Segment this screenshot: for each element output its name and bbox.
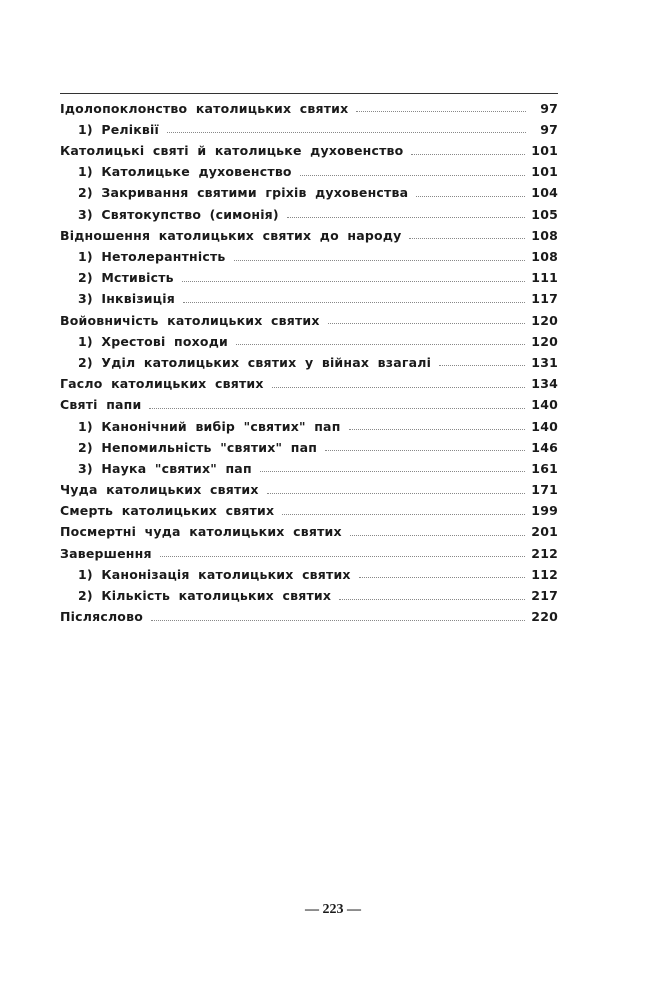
toc-entry-page: 97 (540, 100, 558, 116)
dot-leader (350, 535, 526, 536)
toc-entry (60, 285, 558, 306)
dot-leader (356, 111, 526, 112)
toc-entry-page: 201 (531, 524, 558, 540)
toc-entry (60, 475, 558, 496)
toc-entry-page: 217 (531, 588, 558, 603)
toc-entry-page: 140 (531, 418, 558, 434)
toc-entry-title: Відношення католицьких святих до народу (60, 227, 402, 243)
toc-entry-title: 2) Закривання святими гріхів духовенства (78, 185, 409, 201)
table-of-contents (60, 93, 558, 624)
toc-entry (60, 433, 558, 454)
toc-entry-title: 2) Уділ католицьких святих у війнах взагалі (78, 354, 432, 370)
toc-entry (60, 327, 558, 348)
dot-leader (234, 260, 526, 261)
toc-entry-page: 108 (531, 227, 558, 243)
dot-leader (439, 365, 525, 366)
dot-leader (267, 493, 526, 494)
toc-entry-title: 1) Канонічний вибір "святих" пап (78, 418, 341, 434)
toc-entry-page: 134 (531, 376, 558, 392)
toc-entry-page: 171 (531, 482, 558, 498)
dot-leader (183, 302, 525, 303)
dot-leader (182, 281, 526, 282)
toc-entry (60, 412, 558, 433)
toc-entry-page: 212 (531, 545, 558, 561)
toc-entry-title: Смерть католицьких святих (60, 503, 275, 519)
toc-entry-page: 111 (531, 270, 558, 286)
toc-entry-page: 112 (531, 566, 558, 582)
toc-entry-page: 105 (531, 206, 558, 222)
toc-entry-page: 120 (531, 312, 558, 328)
dot-leader (325, 450, 525, 451)
toc-entry (60, 497, 558, 518)
toc-entry (60, 603, 558, 624)
toc-entry-title: Святі папи (60, 397, 142, 413)
toc-entry-page: 161 (531, 460, 558, 476)
toc-entry (60, 454, 558, 475)
toc-entry-page: 101 (531, 164, 558, 180)
toc-entry-page: 97 (540, 121, 558, 137)
dot-leader (272, 387, 526, 388)
toc-entry-title: Войовничість католицьких святих (60, 312, 320, 328)
dot-leader (160, 556, 526, 557)
toc-entry-title: Ідолопоклонство католицьких святих (60, 100, 349, 116)
toc-entry-title: 2) Кількість католицьких святих (78, 588, 332, 603)
toc-entry (60, 539, 558, 560)
toc-entry-page: 140 (531, 397, 558, 413)
toc-entry-page: 199 (531, 503, 558, 519)
toc-entry (60, 136, 558, 157)
dot-leader (260, 471, 526, 472)
toc-entry (60, 93, 558, 115)
toc-entry-title: 3) Святокупство (симонія) (78, 206, 279, 222)
page-number: — 223 — (305, 902, 361, 917)
dot-leader (349, 429, 526, 430)
dot-leader (416, 196, 525, 197)
toc-entry-title: Чуда католицьких святих (60, 482, 259, 498)
toc-entry-title: 3) Інквізиція (78, 291, 175, 307)
toc-entry (60, 581, 558, 602)
toc-entry (60, 158, 558, 179)
toc-entry-title: 2) Непомильність "святих" пап (78, 439, 318, 455)
dot-leader (167, 132, 526, 133)
toc-entry (60, 348, 558, 369)
toc-entry-title: 2) Мстивість (78, 270, 174, 286)
dot-leader (411, 154, 525, 155)
toc-entry (60, 369, 558, 390)
toc-entry (60, 115, 558, 136)
toc-entry-title: 1) Католицьке духовенство (78, 164, 292, 180)
toc-entry-title: 1) Канонізація католицьких святих (78, 566, 351, 582)
dot-leader (328, 323, 526, 324)
toc-entry-page: 104 (531, 185, 558, 201)
dot-leader (339, 599, 525, 600)
toc-entry-title: Посмертні чуда католицьких святих (60, 524, 342, 540)
toc-entry-page: 120 (531, 333, 558, 349)
toc-entry (60, 264, 558, 285)
dot-leader (300, 175, 526, 176)
dot-leader (151, 620, 525, 621)
dot-leader (282, 514, 525, 515)
toc-entry-title: 3) Наука "святих" пап (78, 460, 252, 476)
toc-entry-page: 101 (531, 143, 558, 159)
toc-entry-title: Гасло католицьких святих (60, 376, 264, 392)
toc-entry (60, 200, 558, 221)
toc-entry-title: 1) Реліквії (78, 121, 160, 137)
dot-leader (359, 577, 526, 578)
toc-entry-page: 108 (531, 249, 558, 264)
dot-leader (149, 408, 525, 409)
toc-entry-title: Католицькі святі й католицьке духовенство (60, 143, 404, 159)
toc-entry-title: Завершення (60, 545, 152, 561)
toc-entry-title: 1) Нетолерантність (78, 249, 226, 264)
toc-entry (60, 391, 558, 412)
toc-entry-page: 117 (531, 291, 558, 307)
toc-entry (60, 560, 558, 581)
toc-entry-page: 220 (531, 609, 558, 625)
dot-leader (236, 344, 525, 345)
dot-leader (409, 238, 525, 239)
toc-entry-title: 1) Хрестові походи (78, 333, 228, 349)
toc-entry (60, 306, 558, 327)
toc-entry (60, 518, 558, 539)
toc-entry (60, 242, 558, 263)
dot-leader (287, 217, 525, 218)
toc-entry-title: Післяслово (60, 609, 143, 625)
toc-entry-page: 146 (531, 439, 558, 455)
toc-entry-page: 131 (531, 354, 558, 370)
toc-entry (60, 221, 558, 242)
toc-entry (60, 179, 558, 200)
